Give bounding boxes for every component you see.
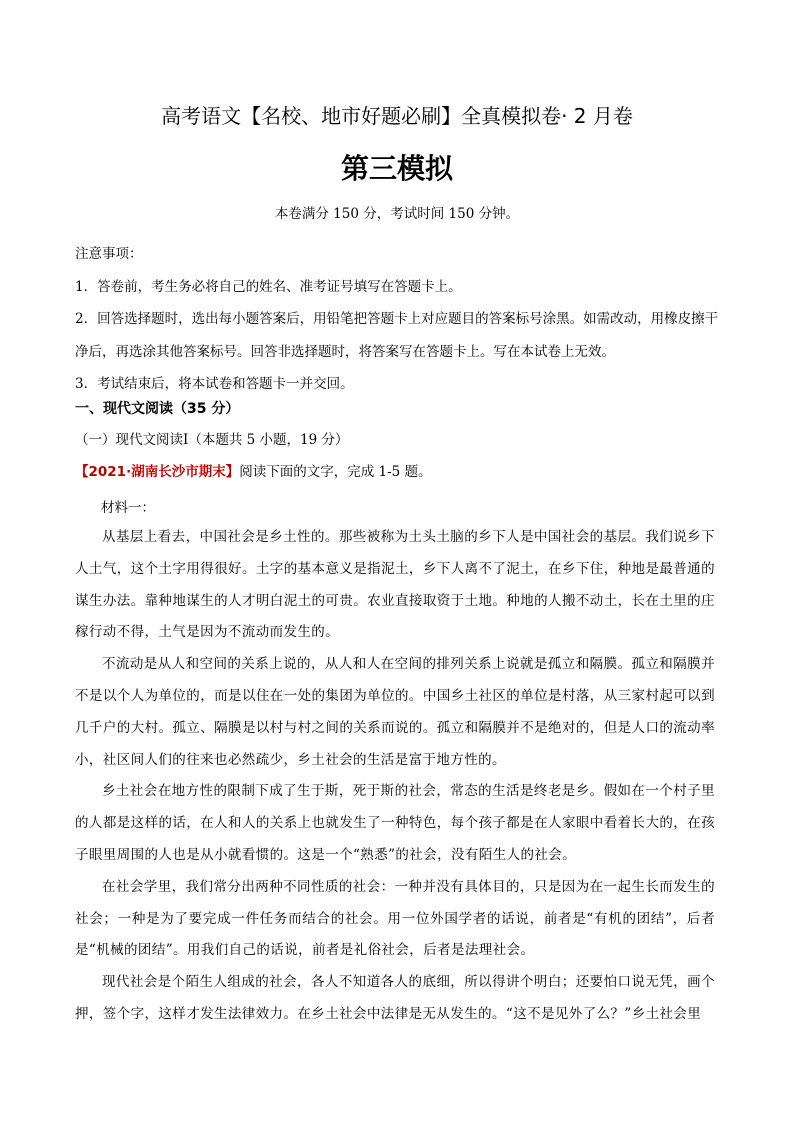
passage-paragraph: 不流动是从人和空间的关系上说的，从人和人在空间的排列关系上说就是孤立和隔膜。孤立和隔膜并不是以个人为单位的，而是以住在一处的集团为单位的。中国乡土社区的单位是村落，从三家村起可以到几千户的大村。孤立、隔膜是以村与村之间的关系而说的。孤立和隔膜并不是绝对的，但是人口的流动率小，社区间人们的往来也必然疏少，乡土社会的生活是富于地方性的。 — [75, 656, 715, 768]
passage-paragraph: 现代社会是个陌生人组成的社会，各人不知道各人的底细，所以得讲个明白；还要怕口说无凭，画个押，签个字，这样才发生法律效力。在乡土社会中法律是无从发生的。“这不是见外了么？”乡土社会里 — [75, 974, 715, 1022]
note-item-3: 3．考试结束后，将本试卷和答题卡一并交回。 — [75, 376, 354, 392]
passage-paragraph: 乡土社会在地方性的限制下成了生于斯，死于斯的社会，常态的生活是终老是乡。假如在一个村子里的人都是这样的话，在人和人的关系上也就发生了一种特色，每个孩子都是在人家眼中看着长大的，在孩子眼里周围的人也是从小就看惯的。这是一个“熟悉”的社会，没有陌生人的社会。 — [75, 783, 715, 863]
note-item-2: 2．回答选择题时，选出每小题答案后，用铅笔把答题卡上对应题目的答案标号涂黑。如需改动，用橡皮擦干净后，再选涂其他答案标号。回答非选择题时，将答案写在答题卡上。写在本试卷上无效。 — [75, 311, 719, 360]
passage-paragraph: 从基层上看去，中国社会是乡土性的。那些被称为土头土脑的乡下人是中国社会的基层。我们说乡下人土气，这个土字用得很好。土字的基本意义是指泥土，乡下人离不了泥土，在乡下住，种地是最普通的谋生办法。靠种地谋生的人才明白泥土的可贵。农业直接取资于土地。种地的人搬不动土，长在土里的庄稼行动不得，土气是因为不流动而发生的。 — [75, 529, 715, 641]
source-tag: 【2021·湖南长沙市期末】 — [75, 464, 240, 480]
source-line — [75, 460, 432, 484]
passage-paragraph: 在社会学里，我们常分出两种不同性质的社会：一种并没有具体目的，只是因为在一起生长而发生的社会；一种是为了要完成一件任务而结合的社会。用一位外国学者的话说，前者是“有机的团结”，后者是“机械的团结”。用我们自己的话说，前者是礼俗社会，后者是法理社会。 — [75, 878, 715, 959]
material-label: 材料一： — [101, 500, 155, 516]
section-heading: 一、现代文阅读（35 分） — [75, 401, 240, 417]
exam-title: 高考语文【名校、地市好题必刷】全真模拟卷· 2 月卷 — [161, 104, 633, 128]
notes-heading: 注意事项： — [75, 246, 143, 262]
note-item-1: 1．答卷前，考生务必将自己的姓名、准考证号填写在答题卡上。 — [75, 278, 462, 295]
reading-instruction: 阅读下面的文字，完成 1-5 题。 — [239, 464, 432, 480]
reading-passage — [75, 522, 715, 1031]
exam-subtitle: 第三模拟 — [340, 152, 453, 185]
notes-block — [75, 238, 725, 401]
subsection-heading: （一）现代文阅读Ⅰ（本题共 5 小题，19 分） — [75, 432, 349, 448]
score-time-line: 本卷满分 150 分，考试时间 150 分钟。 — [274, 206, 520, 222]
